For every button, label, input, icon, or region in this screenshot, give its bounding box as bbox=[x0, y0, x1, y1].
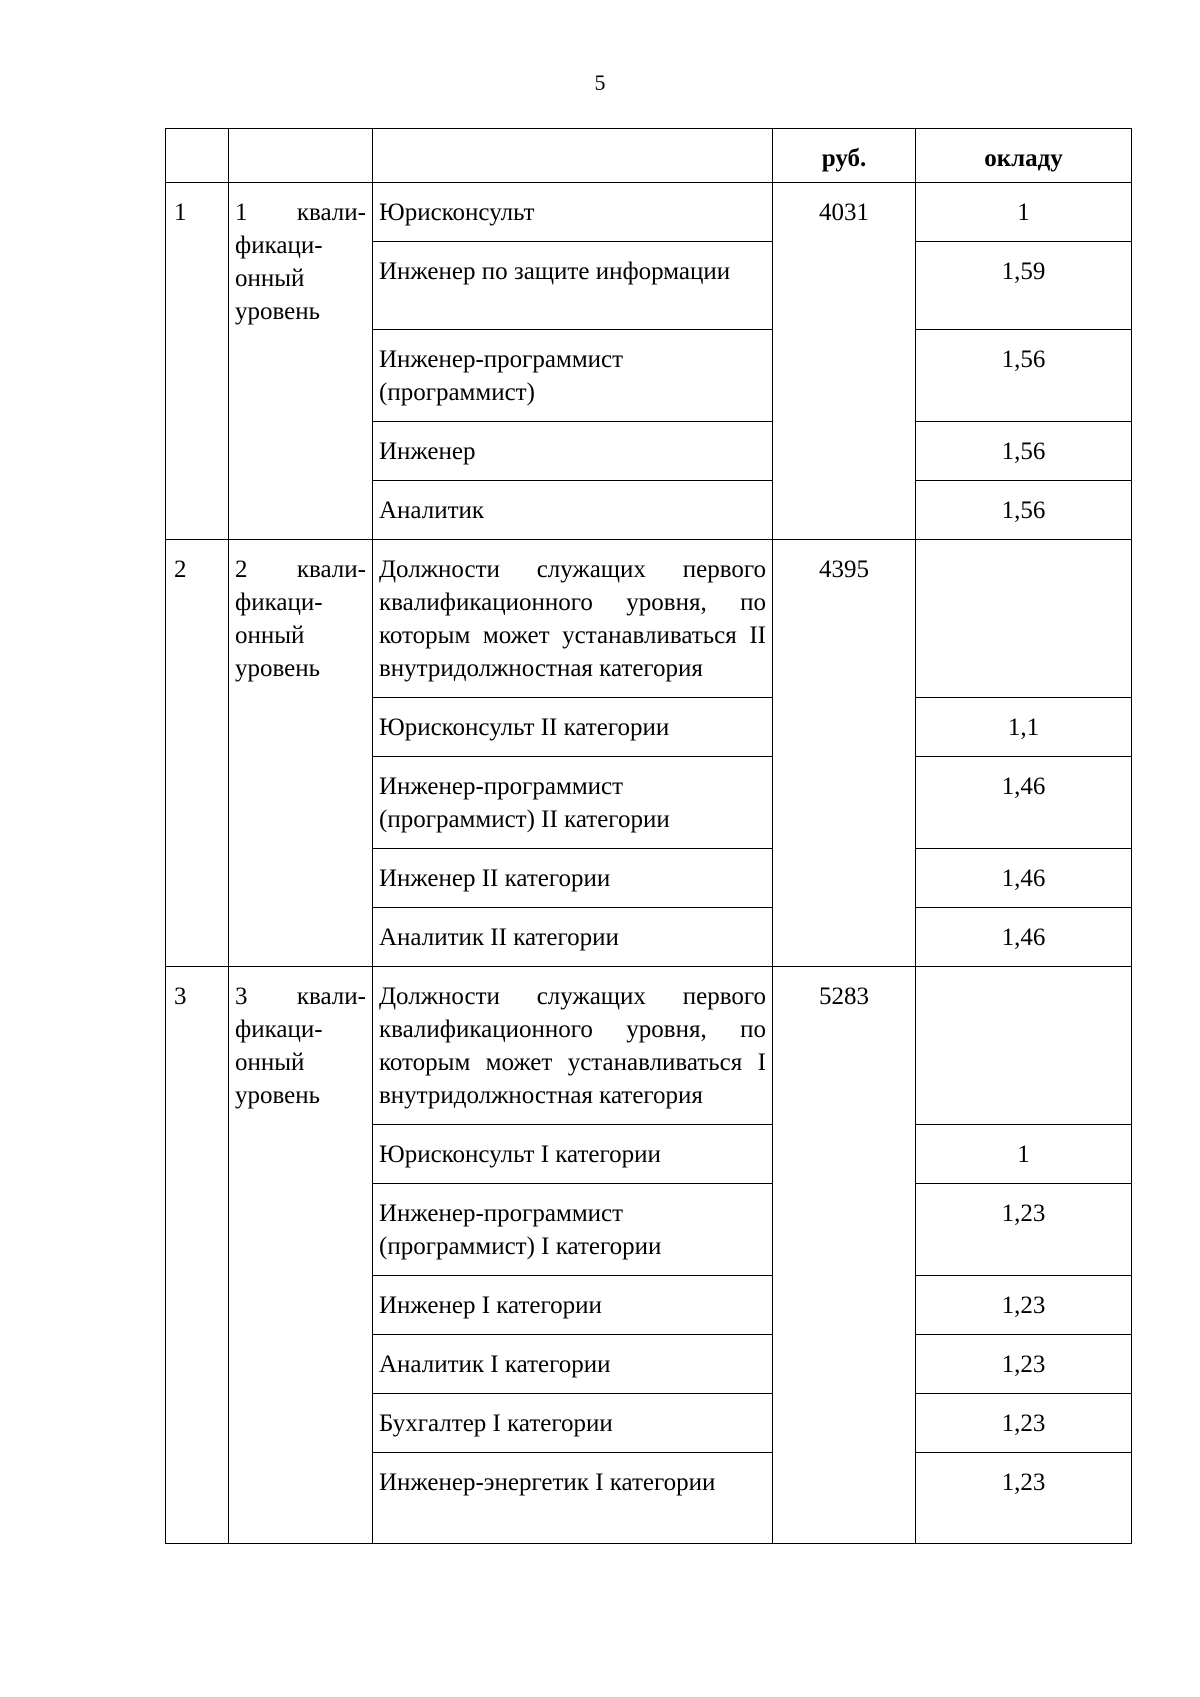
level-line: уровень bbox=[235, 655, 321, 682]
level-number: 3 bbox=[235, 983, 248, 1010]
position-name: Инженер-программист (программист) I категории bbox=[373, 1184, 773, 1276]
position-name: Бухгалтер I категории bbox=[373, 1394, 773, 1453]
position-name: Аналитик I категории bbox=[373, 1335, 773, 1394]
header-cell-level bbox=[229, 129, 373, 183]
level-line: фикаци- bbox=[235, 1016, 323, 1043]
position-name: Инженер I категории bbox=[373, 1276, 773, 1335]
level-word: квали- bbox=[296, 983, 366, 1010]
group-number: 2 bbox=[166, 540, 229, 967]
coefficient: 1,1 bbox=[916, 698, 1132, 757]
qualification-level bbox=[229, 967, 373, 1544]
position-name: Инженер II категории bbox=[373, 849, 773, 908]
coefficient bbox=[916, 967, 1132, 1125]
table-row bbox=[166, 183, 1132, 242]
coefficient: 1,59 bbox=[916, 242, 1132, 330]
qualification-level bbox=[229, 540, 373, 967]
qualification-level bbox=[229, 183, 373, 540]
coefficient: 1,56 bbox=[916, 422, 1132, 481]
coefficient: 1,46 bbox=[916, 908, 1132, 967]
position-name: Инженер-энергетик I категории bbox=[373, 1453, 773, 1544]
coefficient: 1,23 bbox=[916, 1335, 1132, 1394]
level-word: квали- bbox=[296, 556, 366, 583]
table-row bbox=[166, 540, 1132, 698]
coefficient bbox=[916, 540, 1132, 698]
position-name: Юрисконсульт II категории bbox=[373, 698, 773, 757]
base-salary: 4031 bbox=[773, 183, 916, 540]
level-line: уровень bbox=[235, 298, 321, 325]
header-cell-position bbox=[373, 129, 773, 183]
level-line: фикаци- bbox=[235, 589, 323, 616]
header-cell-coefficient: окладу bbox=[916, 129, 1132, 183]
coefficient: 1,56 bbox=[916, 481, 1132, 540]
group-number: 3 bbox=[166, 967, 229, 1544]
level-number: 1 bbox=[235, 199, 248, 226]
position-name: Юрисконсульт I категории bbox=[373, 1125, 773, 1184]
header-cell-salary: руб. bbox=[773, 129, 916, 183]
position-name: Инженер-программист (программист) II категории bbox=[373, 757, 773, 849]
position-name: Юрисконсульт bbox=[373, 183, 773, 242]
position-name: Инженер-программист (программист) bbox=[373, 330, 773, 422]
page-number: 5 bbox=[594, 70, 606, 95]
coefficient: 1,56 bbox=[916, 330, 1132, 422]
coefficient: 1,46 bbox=[916, 849, 1132, 908]
position-name: Инженер bbox=[373, 422, 773, 481]
group-number: 1 bbox=[166, 183, 229, 540]
base-salary: 5283 bbox=[773, 967, 916, 1544]
coefficient: 1,23 bbox=[916, 1394, 1132, 1453]
table-header-row bbox=[166, 129, 1132, 183]
level-word: квали- bbox=[296, 199, 366, 226]
coefficient: 1,23 bbox=[916, 1453, 1132, 1544]
position-name: Должности служащих первого квалификационного уровня, по которым может устанавливаться I внутридолжностная категория bbox=[373, 967, 773, 1125]
coefficient: 1,23 bbox=[916, 1184, 1132, 1276]
base-salary: 4395 bbox=[773, 540, 916, 967]
level-line: фикаци- bbox=[235, 232, 323, 259]
table-row bbox=[166, 967, 1132, 1125]
position-name: Аналитик bbox=[373, 481, 773, 540]
coefficient: 1,46 bbox=[916, 757, 1132, 849]
coefficient: 1 bbox=[916, 183, 1132, 242]
salary-table bbox=[165, 128, 1132, 1544]
level-line: онный bbox=[235, 622, 305, 649]
level-line: онный bbox=[235, 265, 305, 292]
coefficient: 1 bbox=[916, 1125, 1132, 1184]
header-cell-number bbox=[166, 129, 229, 183]
level-line: уровень bbox=[235, 1082, 321, 1109]
position-name: Аналитик II категории bbox=[373, 908, 773, 967]
level-number: 2 bbox=[235, 556, 248, 583]
coefficient: 1,23 bbox=[916, 1276, 1132, 1335]
position-name: Должности служащих первого квалификационного уровня, по которым может устанавливаться II внутридолжностная категория bbox=[373, 540, 773, 698]
position-name: Инженер по защите информации bbox=[373, 242, 773, 330]
level-line: онный bbox=[235, 1049, 305, 1076]
